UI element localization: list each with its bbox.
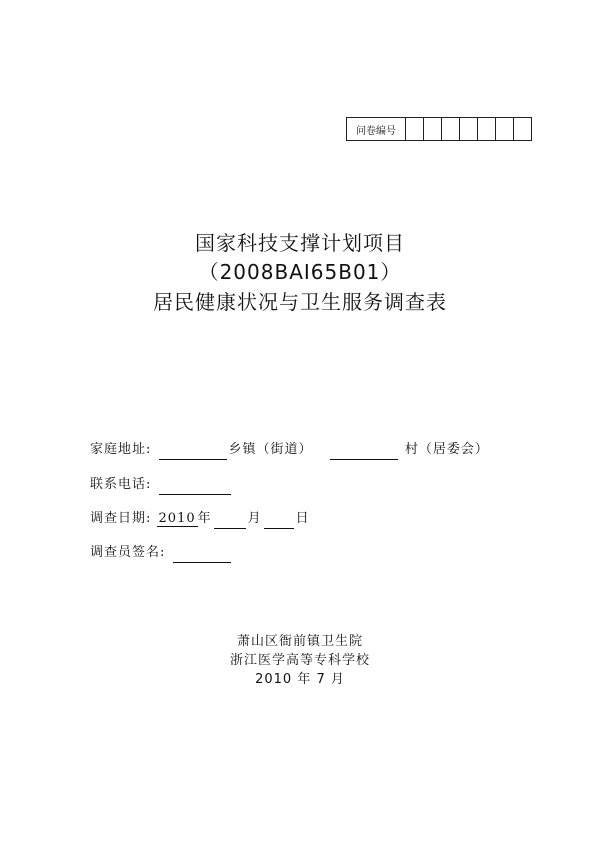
project-title: 国家科技支撑计划项目 [195,231,405,255]
year-unit: 年 [197,511,212,526]
project-code: （2008BAI65B01） [198,260,402,284]
phone-label: 联系电话: [90,477,152,492]
questionnaire-number-cell[interactable] [424,118,442,141]
village-input[interactable] [330,445,398,460]
date-label: 调查日期: [90,511,152,526]
questionnaire-number-cell[interactable] [514,118,532,141]
address-label: 家庭地址: [90,442,152,457]
questionnaire-number-cell[interactable] [442,118,460,141]
address-row [90,440,489,460]
questionnaire-number-cell[interactable] [406,118,424,141]
surveyor-row [90,543,233,563]
questionnaire-number-box [346,117,532,141]
questionnaire-number-cell[interactable] [496,118,514,141]
document-date: 2010 年 7 月 [255,672,345,687]
phone-row [90,475,233,495]
questionnaire-number-cell[interactable] [478,118,496,141]
organization-2: 浙江医学高等专科学校 [229,653,370,668]
month-input[interactable] [214,514,246,529]
phone-input[interactable] [159,480,231,495]
surveyor-signature-input[interactable] [173,548,231,563]
questionnaire-number-cell[interactable] [460,118,478,141]
day-unit: 日 [295,511,310,526]
town-suffix: 乡镇（街道） [228,442,313,457]
survey-title: 居民健康状况与卫生服务调查表 [153,290,447,314]
town-input[interactable] [159,445,227,460]
month-unit: 月 [247,511,262,526]
questionnaire-number-label: 问卷编号 [347,118,406,141]
survey-date-row [90,509,310,529]
year-field[interactable]: 2010 [158,511,196,526]
day-input[interactable] [264,514,294,529]
village-suffix: 村（居委会） [404,442,489,457]
organization-1: 萧山区衙前镇卫生院 [236,634,363,649]
surveyor-label: 调查员签名: [90,545,166,560]
